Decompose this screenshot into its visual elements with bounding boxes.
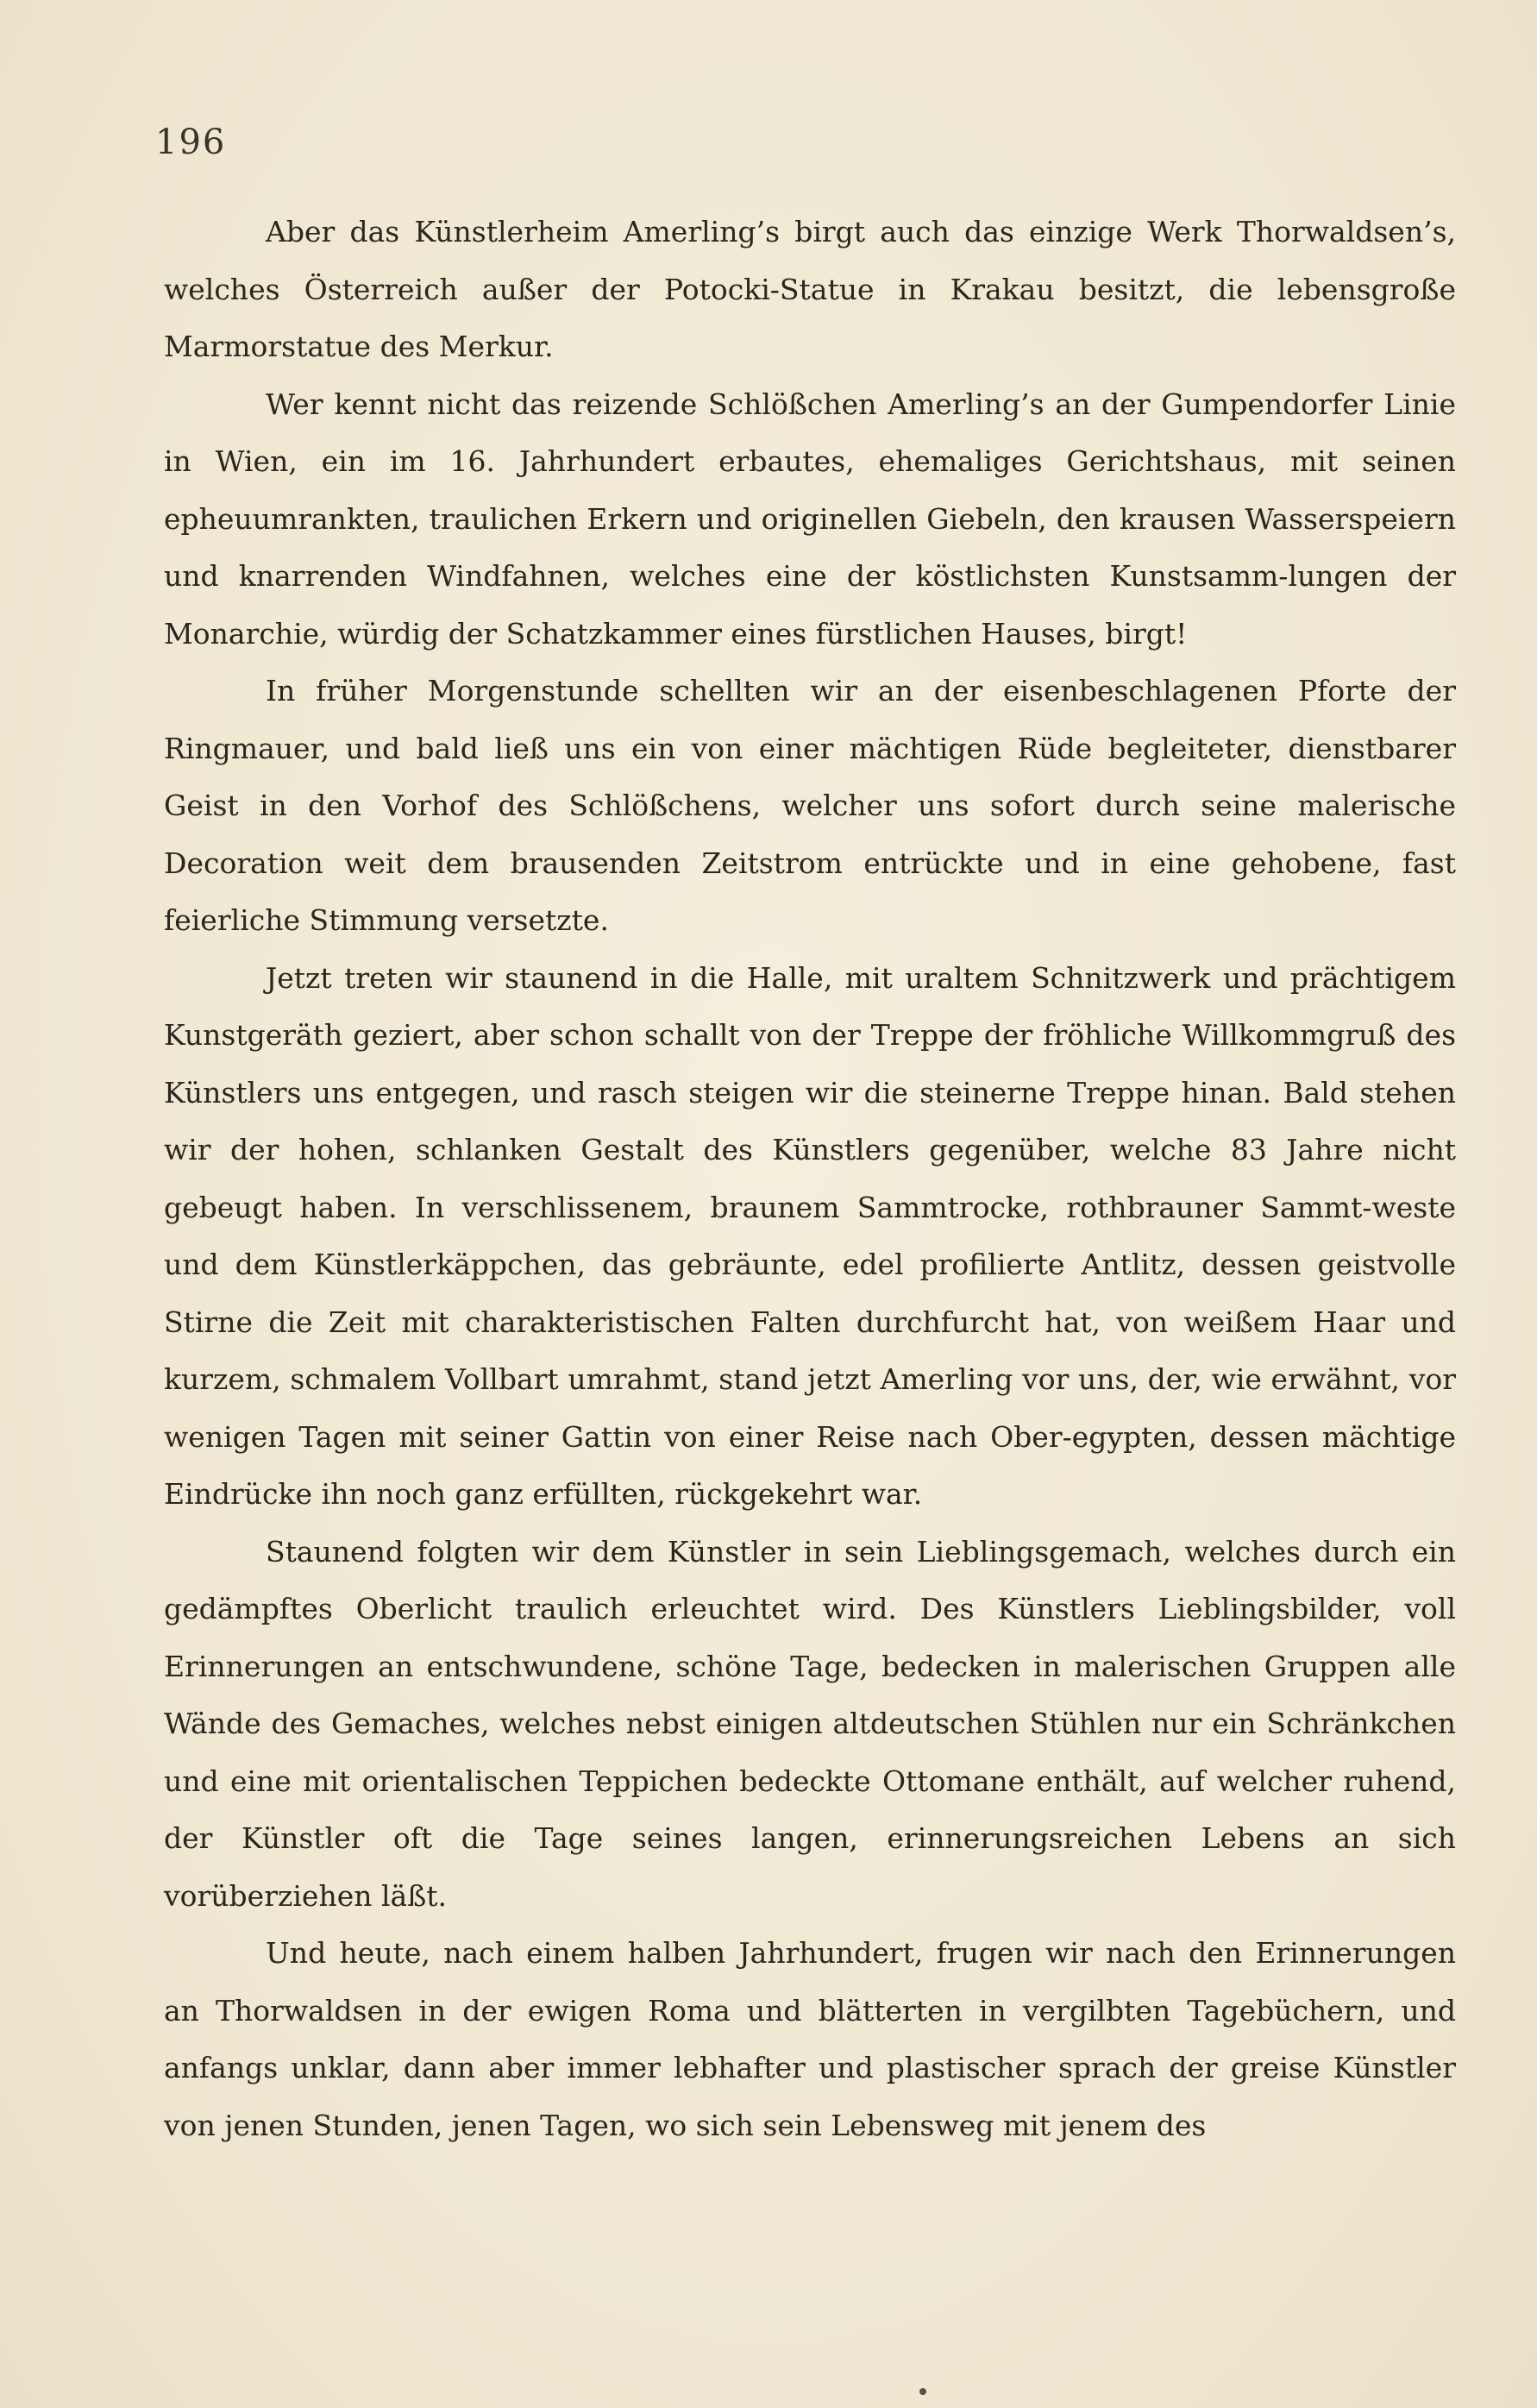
paragraph: Jetzt treten wir staunend in die Halle, mit uraltem Schnitzwerk und prächtigem Kunstgeräth geziert, aber schon schallt von der Treppe der fröhliche Willkommgruß des Künstlers uns entgegen, und rasch steigen wir die steinerne Treppe hinan. Bald stehen wir der hohen, schlanken Gestalt des Künstlers gegenüber, welche 83 Jahre nicht gebeugt haben. In verschlissenem, braunem Sammtrocke, rothbrauner Sammt-weste und dem Künstlerkäppchen, das gebräunte, edel profilierte Antlitz, dessen geistvolle Stirne die Zeit mit charakteristischen Falten durchfurcht hat, von weißem Haar und kurzem, schmalem Vollbart umrahmt, stand jetzt Amerling vor uns, der, wie erwähnt, vor wenigen Tagen mit seiner Gattin von einer Reise nach Ober-egypten, dessen mächtige Eindrücke ihn noch ganz erfüllten, rückgekehrt war. [164, 960, 1456, 1511]
paragraph: Wer kennt nicht das reizende Schlößchen Amerling’s an der Gumpendorfer Linie in Wien, ein im 16. Jahrhundert erbautes, ehemaliges Gerichtshaus, mit seinen epheuumrankten, traulichen Erkern und originellen Giebeln, den krausen Wasserspeiern und knarrenden Windfahnen, welches eine der köstlichsten Kunstsamm-lungen der Monarchie, würdig der Schatzkammer eines fürstlichen Hauses, birgt! [164, 387, 1456, 651]
page-number: 196 [155, 123, 227, 162]
body-text [164, 204, 1456, 2154]
ink-speck [919, 2388, 926, 2395]
paragraph: Staunend folgten wir dem Künstler in sein Lieblingsgemach, welches durch ein gedämpftes Oberlicht traulich erleuchtet wird. Des Künstlers Lieblingsbilder, voll Erinnerungen an entschwundene, schöne Tage, bedecken in malerischen Gruppen alle Wände des Gemaches, welches nebst einigen altdeutschen Stühlen nur ein Schränkchen und eine mit orientalischen Teppichen bedeckte Ottomane enthält, auf welcher ruhend, der Künstler oft die Tage seines langen, erinnerungsreichen Lebens an sich vorüberziehen läßt. [164, 1534, 1456, 1913]
paragraph: In früher Morgenstunde schellten wir an der eisenbeschlagenen Pforte der Ringmauer, und bald ließ uns ein von einer mächtigen Rüde begleiteter, dienstbarer Geist in den Vorhof des Schlößchens, welcher uns sofort durch seine malerische Decoration weit dem brausenden Zeitstrom entrückte und in eine gehobene, fast feierliche Stimmung versetzte. [164, 674, 1456, 937]
paragraph: Aber das Künstlerheim Amerling’s birgt auch das einzige Werk Thorwaldsen’s, welches Österreich außer der Potocki-Statue in Krakau besitzt, die lebensgroße Marmorstatue des Merkur. [164, 215, 1456, 363]
paragraph: Und heute, nach einem halben Jahrhundert, frugen wir nach den Erinnerungen an Thorwaldsen in der ewigen Roma und blätterten in vergilbten Tagebüchern, und anfangs unklar, dann aber immer lebhafter und plastischer sprach der greise Künstler von jenen Stunden, jenen Tagen, wo sich sein Lebensweg mit jenem des [164, 1936, 1456, 2142]
